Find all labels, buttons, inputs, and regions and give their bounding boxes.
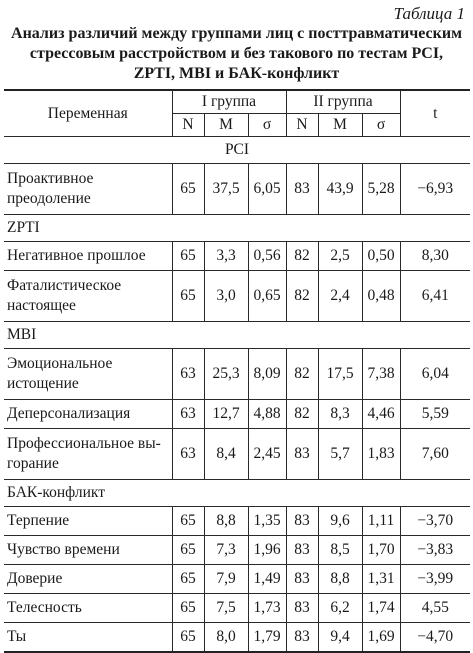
row-label [4, 400, 172, 429]
cell-n2: 83 [286, 507, 318, 536]
section-heading: ZPTI [4, 215, 470, 242]
row-label [4, 623, 172, 653]
row-label [4, 271, 172, 322]
header-group-2: II группа [286, 90, 400, 114]
row-label-line-2: горание [7, 455, 59, 472]
cell-n2: 83 [286, 565, 318, 594]
row-label [4, 242, 172, 271]
table-row [4, 271, 470, 322]
section-heading: MBI [4, 322, 470, 349]
cell-m1: 8,8 [204, 507, 248, 536]
cell-n1: 65 [172, 164, 204, 215]
row-label-line-1: Чувство времени [7, 541, 120, 558]
cell-s2: 1,69 [362, 623, 400, 653]
header-n-1: N [172, 114, 204, 137]
cell-s2: 1,31 [362, 565, 400, 594]
table-title [0, 24, 473, 84]
cell-m2: 9,4 [318, 623, 362, 653]
cell-n2: 82 [286, 242, 318, 271]
cell-s2: 4,46 [362, 400, 400, 429]
cell-n1: 65 [172, 242, 204, 271]
cell-n1: 63 [172, 349, 204, 400]
section-row [4, 322, 470, 349]
row-label [4, 507, 172, 536]
cell-n2: 83 [286, 536, 318, 565]
table-row [4, 623, 470, 653]
row-label [4, 164, 172, 215]
header-sigma-2: σ [362, 114, 400, 137]
title-line-1: Анализ различий между группами лиц с посттравматическим [11, 25, 462, 42]
cell-m1: 3,0 [204, 271, 248, 322]
header-n-2: N [286, 114, 318, 137]
cell-s1: 1,73 [248, 594, 286, 623]
section-row [4, 137, 470, 164]
cell-s1: 0,56 [248, 242, 286, 271]
row-label [4, 429, 172, 480]
results-table [4, 89, 470, 653]
header-m-1: M [204, 114, 248, 137]
cell-n2: 82 [286, 349, 318, 400]
section-row [4, 480, 470, 507]
cell-t: 6,41 [400, 271, 470, 322]
row-label-line-1: Проактивное [7, 170, 94, 187]
cell-m1: 3,3 [204, 242, 248, 271]
table-row [4, 507, 470, 536]
table-row [4, 594, 470, 623]
row-label-line-1: Ты [7, 628, 27, 645]
cell-s1: 1,79 [248, 623, 286, 653]
cell-s2: 1,83 [362, 429, 400, 480]
cell-s2: 1,11 [362, 507, 400, 536]
cell-n1: 65 [172, 565, 204, 594]
cell-s2: 5,28 [362, 164, 400, 215]
header-m-2: M [318, 114, 362, 137]
cell-n1: 65 [172, 536, 204, 565]
table-row [4, 349, 470, 400]
cell-s1: 4,88 [248, 400, 286, 429]
cell-n1: 63 [172, 400, 204, 429]
cell-n1: 65 [172, 594, 204, 623]
row-label [4, 594, 172, 623]
cell-m1: 25,3 [204, 349, 248, 400]
cell-t: −3,83 [400, 536, 470, 565]
cell-s2: 0,48 [362, 271, 400, 322]
cell-m2: 8,3 [318, 400, 362, 429]
cell-m1: 7,3 [204, 536, 248, 565]
header-variable: Переменная [4, 90, 172, 137]
table-row [4, 565, 470, 594]
cell-m2: 17,5 [318, 349, 362, 400]
cell-m2: 2,5 [318, 242, 362, 271]
row-label-line-1: Деперсонализация [7, 405, 131, 422]
cell-t: 7,60 [400, 429, 470, 480]
table-row [4, 242, 470, 271]
cell-n2: 82 [286, 271, 318, 322]
cell-m2: 6,2 [318, 594, 362, 623]
cell-n1: 65 [172, 507, 204, 536]
cell-n2: 82 [286, 400, 318, 429]
cell-n1: 63 [172, 429, 204, 480]
cell-t: 4,55 [400, 594, 470, 623]
title-line-3: ZPTI, MBI и БАК-конфликт [133, 65, 340, 82]
cell-n2: 83 [286, 594, 318, 623]
row-label-line-1: Фаталистическое [7, 277, 122, 294]
row-label-line-1: Доверие [7, 570, 63, 587]
row-label-line-2: настоящее [7, 297, 76, 314]
cell-m2: 8,8 [318, 565, 362, 594]
row-label [4, 565, 172, 594]
cell-m2: 43,9 [318, 164, 362, 215]
cell-t: −6,93 [400, 164, 470, 215]
row-label [4, 536, 172, 565]
cell-s1: 6,05 [248, 164, 286, 215]
cell-t: 6,04 [400, 349, 470, 400]
table-row [4, 400, 470, 429]
cell-s2: 7,38 [362, 349, 400, 400]
cell-t: −3,70 [400, 507, 470, 536]
cell-s1: 1,96 [248, 536, 286, 565]
cell-s1: 0,65 [248, 271, 286, 322]
header-row-groups [4, 90, 470, 114]
row-label-line-1: Профессиональное вы- [7, 435, 161, 452]
cell-s2: 0,50 [362, 242, 400, 271]
row-label-line-2: истощение [7, 375, 79, 392]
cell-s1: 8,09 [248, 349, 286, 400]
cell-m1: 7,5 [204, 594, 248, 623]
cell-m1: 8,4 [204, 429, 248, 480]
cell-m1: 7,9 [204, 565, 248, 594]
row-label-line-2: преодоление [7, 190, 91, 207]
cell-s2: 1,74 [362, 594, 400, 623]
cell-t: 8,30 [400, 242, 470, 271]
cell-n1: 65 [172, 271, 204, 322]
cell-m1: 8,0 [204, 623, 248, 653]
title-line-2: стрессовым расстройством и без такового по тестам PCI, [29, 45, 444, 62]
row-label-line-1: Телесность [7, 599, 82, 616]
cell-t: −4,70 [400, 623, 470, 653]
cell-m1: 37,5 [204, 164, 248, 215]
cell-t: 5,59 [400, 400, 470, 429]
cell-n2: 83 [286, 164, 318, 215]
cell-t: −3,99 [400, 565, 470, 594]
table-row [4, 536, 470, 565]
header-t: t [400, 90, 470, 137]
cell-n2: 83 [286, 429, 318, 480]
cell-s1: 2,45 [248, 429, 286, 480]
cell-n1: 65 [172, 623, 204, 653]
cell-m1: 12,7 [204, 400, 248, 429]
row-label [4, 349, 172, 400]
cell-s1: 1,49 [248, 565, 286, 594]
cell-m2: 9,6 [318, 507, 362, 536]
row-label-line-1: Эмоциональное [7, 355, 113, 372]
table-row [4, 429, 470, 480]
table-caption: Таблица 1 [393, 4, 465, 23]
section-heading: БАК-конфликт [4, 480, 470, 507]
row-label-line-1: Терпение [7, 512, 70, 529]
cell-m2: 2,4 [318, 271, 362, 322]
cell-m2: 8,5 [318, 536, 362, 565]
section-heading: PCI [4, 137, 470, 164]
header-sigma-1: σ [248, 114, 286, 137]
table-row [4, 164, 470, 215]
cell-m2: 5,7 [318, 429, 362, 480]
cell-s1: 1,35 [248, 507, 286, 536]
cell-s2: 1,70 [362, 536, 400, 565]
section-row [4, 215, 470, 242]
row-label-line-1: Негативное прошлое [7, 247, 146, 264]
cell-n2: 83 [286, 623, 318, 653]
header-group-1: I группа [172, 90, 286, 114]
